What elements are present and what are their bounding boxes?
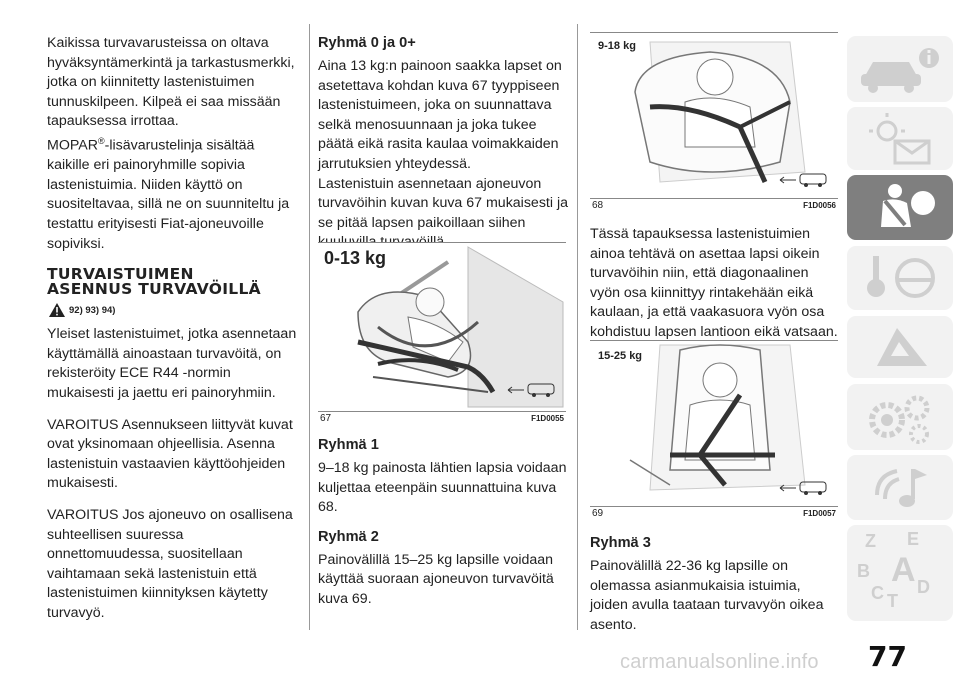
index-letter: A [891,551,916,589]
sidebar-tab-index[interactable] [847,525,953,621]
index-letter: C [871,583,884,603]
index-letter: B [857,561,870,581]
warning-lights-icon [847,107,953,170]
figure-69 [590,340,838,522]
middle-column [318,34,568,253]
figure-67 [318,242,566,427]
figure-code: F1D0056 [803,201,836,210]
figure-68 [590,32,838,214]
paragraph-approval-marks: Kaikissa turvavarusteissa on oltava hyväksyntämerkintä ja tarkastusmerkki, jotka on kiinnitetty lastenistuimen tunnuskilpeen. Kilpeä ei saa missään tapauksessa irrottaa. [47,35,295,130]
steering-key-icon [847,246,953,310]
warning-triangle-icon [49,303,65,317]
paragraph-warning-images: VAROITUS Asennukseen liittyvät kuvat ovat yksinomaan ohjeellisia. Asenna lastenistuin vastaavien käyttöohjeiden mukaisesti. [47,416,293,492]
paragraph-group-1: 9–18 kg painosta lähtien lapsia voidaan kuljettaa eteenpäin suunnattuina kuva 68. [318,460,567,516]
left-column [47,34,297,624]
paragraph-mopar: MOPAR®-lisävarustelinja sisältää kaikille eri painoryhmille sopivia lastenistuimia. Niiden käyttö on suositeltavaa, sillä ne on suunniteltu ja testattu erityisesti Fiat-ajoneuvoille sopiviksi. [47,135,290,252]
figure-weight-label: 9-18 kg [598,40,636,52]
right-column-text [590,225,840,343]
heading-group-1: Ryhmä 1 [318,437,379,453]
column-divider [577,24,578,630]
figure-code: F1D0057 [803,509,836,518]
sidebar-tab-dashboard-info[interactable] [847,36,953,102]
paragraph-warning-accident: VAROITUS Jos ajoneuvo on osallisena suhteellisen suuressa onnettomuudessa, suositellaan vaihtamaan sekä lastenistuin että lastenistuimen kiinnityksen käytetty turvavyö. [47,507,293,621]
gears-icon [847,384,953,450]
figure-number: 68 [592,200,604,211]
booster-seat-illustration [590,340,838,505]
paragraph-ece-r44: Yleiset lastenistuimet, jotka asennetaan käyttämällä ainoastaan turvavöitä, on rekisteröity ECE R44 -normin mukaisesti ja jaettu eri painoryhmiin. [47,326,297,402]
sidebar-tab-maintenance[interactable] [847,384,953,450]
figure-code: F1D0055 [531,414,564,423]
sidebar-tab-emergency[interactable] [847,316,953,378]
index-letter: T [887,591,898,611]
sidebar-tab-warning-lights[interactable] [847,107,953,170]
figure-weight-label: 0-13 kg [324,248,387,268]
sidebar-tab-safety[interactable] [847,175,953,240]
section-heading: TURVAISTUIMEN ASENNUS TURVAVÖILLÄ [47,265,261,299]
car-info-icon [847,36,953,102]
heading-group-3: Ryhmä 3 [590,535,651,551]
figure-weight-label: 15-25 kg [598,350,643,362]
index-letter: Z [865,531,876,551]
column-divider [309,24,310,630]
sidebar-tab-starting-driving[interactable] [847,246,953,310]
paragraph-group-3: Painovälillä 22-36 kg lapsille on olemassa asianmukaisia istuimia, joiden avulla taataan turvavyön oikea asento. [590,558,824,633]
index-letter: E [907,529,920,549]
page-number: 77 [868,640,907,673]
figure-number: 67 [320,413,332,424]
paragraph-belt-positioning: Tässä tapauksessa lastenistuimien ainoa tehtävä on asettaa lapsi oikein turvavöihin niin, että diagonaalinen vyön osa kiinnittyy rintakehään eikä kaulaan, ja että vaakasuora vyön osa kohdistuu lapsen lantioon eikä vatsaan. [590,226,838,340]
breakdown-triangle-icon [847,316,953,378]
paragraph-group-2: Painovälillä 15–25 kg lapsille voidaan käyttää suoraan ajoneuvon turvavöitä kuva 69. [318,551,554,607]
heading-group-0: Ryhmä 0 ja 0+ [318,35,416,51]
sidebar-tab-multimedia[interactable] [847,455,953,520]
paragraph-group-0-install: Lastenistuin asennetaan ajoneuvon turvavöihin kuvan kuva 67 mukaisesti ja se pitää lapsen paikoillaan siihen [318,175,568,231]
airbag-seatbelt-icon [847,175,953,240]
watermark: carmanualsonline.info [620,651,819,673]
middle-column-lower [318,436,568,610]
right-column-lower [590,534,840,635]
child-seat-forward-illustration [590,32,838,197]
warning-references: 92) 93) 94) [49,303,297,317]
paragraph-group-0: Aina 13 kg:n painoon saakka lapset on asetettava kohdan kuva 67 tyyppiseen lastenistuimeen, joka on suunnattava selkä menosuunnaan ja joka tukee päätä eikä rasita kaulaa voimakkaiden jarrutuksien yhteydessä. [318,58,562,172]
figure-number: 69 [592,508,604,519]
index-letter: D [917,577,930,597]
car-direction-icon [780,174,826,187]
music-note-icon [847,455,953,520]
heading-group-2: Ryhmä 2 [318,528,379,545]
